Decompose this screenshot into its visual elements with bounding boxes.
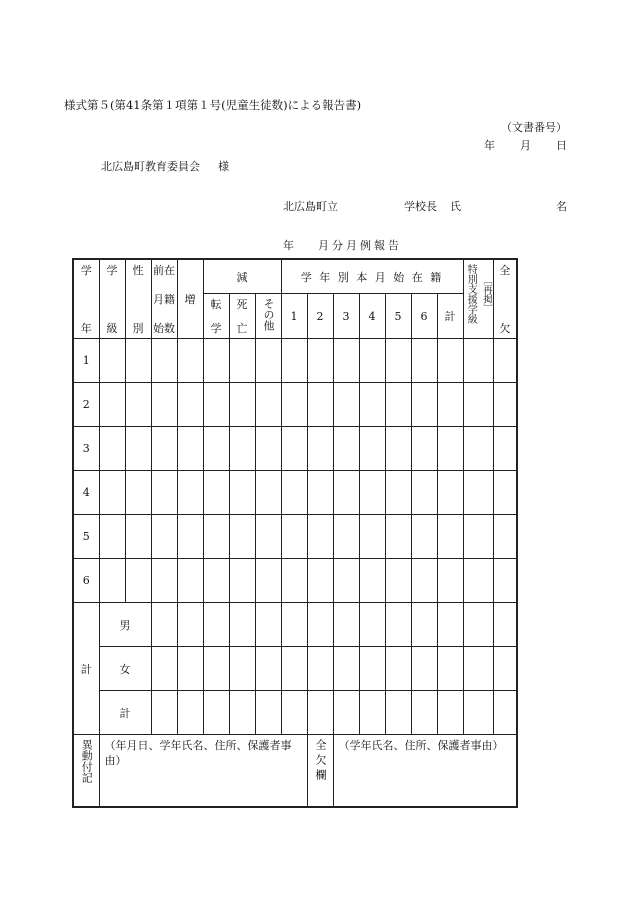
header-gen: 減 <box>203 259 281 294</box>
ido-row <box>73 735 517 807</box>
table-row <box>73 647 517 691</box>
header-seibetsu-top: 性 <box>132 264 144 277</box>
total-row-male: 男 <box>99 603 151 647</box>
form-title: 様式第５(第41条第１項第１号(児童生徒数)による報告書) <box>64 98 362 112</box>
name-label-uji: 氏 <box>450 200 461 213</box>
school-principal-label: 学校長 <box>404 200 437 213</box>
header-gakkyu-bottom: 級 <box>106 322 118 335</box>
header-zen-line1: 前在 <box>153 264 175 277</box>
table-row <box>73 383 517 427</box>
header-zen-ketsu-top: 全 <box>499 264 511 277</box>
table-row <box>73 471 517 515</box>
report-year: 年 <box>283 239 294 252</box>
grade-row-label: 2 <box>73 383 99 427</box>
total-row-female: 女 <box>99 647 151 691</box>
header-tokubetsu-note: 〔再掲〕 <box>480 275 492 313</box>
header-tengaku <box>203 294 229 339</box>
header-grade-1: 1 <box>281 294 307 339</box>
grade-row-label: 5 <box>73 515 99 559</box>
header-tokubetsu-shien <box>463 259 493 339</box>
total-row-sum: 計 <box>99 691 151 735</box>
table-row <box>73 339 517 383</box>
date-month: 月 <box>520 139 531 152</box>
header-shibou-2: 亡 <box>236 322 248 336</box>
date-year: 年 <box>484 139 495 152</box>
ido-label <box>73 735 99 807</box>
table-row <box>73 427 517 471</box>
header-grade-6: 6 <box>411 294 437 339</box>
header-zen-line2: 月籍 <box>153 293 175 306</box>
header-zen-ketsu <box>493 259 517 339</box>
header-shibou-1: 死 <box>236 298 248 312</box>
header-gakkyu <box>99 259 125 339</box>
header-grade-3: 3 <box>333 294 359 339</box>
header-gakunen-bottom: 年 <box>80 322 92 335</box>
zenketsu-label <box>307 735 333 807</box>
grade-row-label: 4 <box>73 471 99 515</box>
header-grade-5: 5 <box>385 294 411 339</box>
report-title: 月分月例報告 <box>318 239 402 252</box>
header-gakunen <box>73 259 99 339</box>
ido-label-text: 異動付記 <box>80 739 94 783</box>
header-seibetsu-bottom: 別 <box>132 322 144 335</box>
grade-row-label: 3 <box>73 427 99 471</box>
document-number: （文書番号） <box>501 121 567 134</box>
grade-row-label: 1 <box>73 339 99 383</box>
total-label: 計 <box>73 603 99 735</box>
ido-note-right: （学年氏名、住所、保護者事由） <box>333 735 517 807</box>
header-zen-ketsu-bottom: 欠 <box>499 322 511 335</box>
table-row <box>73 559 517 603</box>
header-sonota <box>255 294 281 339</box>
header-zen-line3: 始数 <box>153 322 175 335</box>
school-prefix: 北広島町立 <box>283 200 338 213</box>
header-grade-total: 計 <box>437 294 463 339</box>
header-zou: 増 <box>177 259 203 339</box>
table-row <box>73 691 517 735</box>
table-row <box>73 515 517 559</box>
header-gakkyu-top: 学 <box>106 264 118 277</box>
zenketsu-label-text: 全欠欄 <box>314 739 328 784</box>
name-label-mei: 名 <box>556 200 567 213</box>
header-zengetsu-zaiseki <box>151 259 177 339</box>
header-tengaku-2: 学 <box>210 322 222 336</box>
header-shibou <box>229 294 255 339</box>
date-day: 日 <box>556 139 567 152</box>
header-grade-2: 2 <box>307 294 333 339</box>
ido-note-left: （年月日、学年氏名、住所、保護者事由） <box>99 735 307 807</box>
monthly-report-table <box>72 258 518 808</box>
grade-row-label: 6 <box>73 559 99 603</box>
header-tengaku-1: 転 <box>210 298 222 312</box>
addressee-honorific: 様 <box>218 160 229 173</box>
header-seibetsu <box>125 259 151 339</box>
header-tokubetsu-label: 特別支援学級 <box>465 264 477 324</box>
header-grade-4: 4 <box>359 294 385 339</box>
addressee: 北広島町教育委員会 <box>101 160 200 173</box>
header-sonota-label: その他 <box>262 298 276 332</box>
header-gakunen-betsu: 学 年 別 本 月 始 在 籍 <box>281 259 463 294</box>
header-gakunen-top: 学 <box>80 264 92 277</box>
table-row <box>73 603 517 647</box>
